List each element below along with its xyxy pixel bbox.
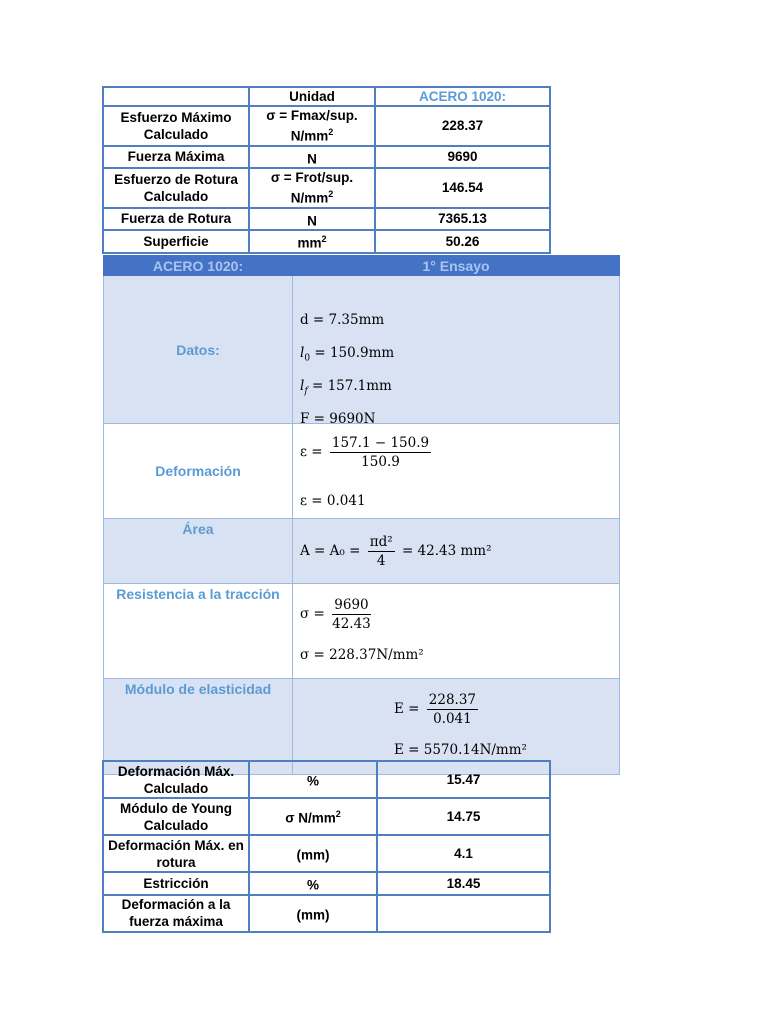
row-value: 4.1	[377, 835, 550, 872]
table-row	[103, 761, 550, 798]
row-label: Esfuerzo Máximo Calculado	[103, 106, 249, 146]
row-label: Fuerza Máxima	[103, 146, 249, 169]
datos-label: Datos:	[104, 276, 293, 424]
row-unit: σ = Frot/sup. $N/mm^2$	[249, 168, 375, 208]
resistencia-row	[104, 584, 620, 679]
row-value: 146.54	[375, 168, 550, 208]
calc-header-material: ACERO 1020:	[104, 256, 293, 276]
row-unit: σ = Fmax/sup. $N/mm^2$	[249, 106, 375, 146]
table-header-row	[103, 87, 550, 106]
row-unit: N	[249, 208, 375, 231]
deformacion-result: ε = 0.041	[300, 493, 366, 509]
resistencia-formula: σ = $\frac{9690}{42.43}$	[300, 597, 371, 632]
calc-header-test: 1° Ensayo	[293, 256, 620, 276]
row-value: 14.75	[377, 798, 550, 835]
table-row	[103, 168, 550, 208]
row-label: Esfuerzo de Rotura Calculado	[103, 168, 249, 208]
header-cell-unit: Unidad	[249, 87, 375, 106]
row-unit: $mm^2$	[249, 230, 375, 253]
resistencia-result: σ = 228.37N/mm²	[300, 647, 424, 663]
header-cell-empty	[103, 87, 249, 106]
row-label: Deformación Máx. Calculado	[103, 761, 249, 798]
table-row	[103, 798, 550, 835]
row-value: 18.45	[377, 872, 550, 895]
row-value	[377, 895, 550, 932]
row-label: Estricción	[103, 872, 249, 895]
resistencia-values	[293, 584, 620, 679]
datos-l0: $l_0 = 150.9mm$	[300, 345, 395, 364]
resistencia-label: Resistencia a la tracción	[104, 584, 293, 679]
table-row	[103, 872, 550, 895]
row-unit: (mm)	[249, 835, 377, 872]
deformacion-values	[293, 424, 620, 519]
row-value: 50.26	[375, 230, 550, 253]
datos-row	[104, 276, 620, 424]
area-values	[293, 519, 620, 584]
table-row	[103, 106, 550, 146]
area-formula: A = A₀ = $\frac{\text{πd²}}{4}$ = 42.43 mm²	[300, 534, 492, 569]
deformacion-row	[104, 424, 620, 519]
row-value: 7365.13	[375, 208, 550, 231]
row-value: 15.47	[377, 761, 550, 798]
table-row	[103, 895, 550, 932]
modulo-label: Módulo de elasticidad	[104, 679, 293, 775]
final-results-table	[102, 760, 551, 933]
table-row	[103, 146, 550, 169]
calculation-table	[103, 255, 620, 775]
row-label: Deformación Máx. en rotura	[103, 835, 249, 872]
area-label: Área	[104, 519, 293, 584]
table-row	[103, 208, 550, 231]
datos-values	[293, 276, 620, 427]
row-label: Módulo de Young Calculado	[103, 798, 249, 835]
table-row	[103, 835, 550, 872]
row-unit: (mm)	[249, 895, 377, 932]
datos-F: F = 9690N	[300, 411, 376, 427]
table-row	[103, 230, 550, 253]
row-unit: σ $N/mm^2$	[249, 798, 377, 835]
row-value: 228.37	[375, 106, 550, 146]
modulo-result: E = 5570.14N/mm²	[394, 742, 527, 758]
calc-header-row	[104, 256, 620, 276]
row-value: 9690	[375, 146, 550, 169]
header-cell-material: ACERO 1020:	[375, 87, 550, 106]
deformacion-label: Deformación	[104, 424, 293, 519]
row-unit: %	[249, 761, 377, 798]
row-unit: N	[249, 146, 375, 169]
datos-lf: $l_f = 157.1mm$	[300, 378, 392, 397]
area-row	[104, 519, 620, 584]
deformacion-formula: ε = $\frac{157.1 - 150.9}{150.9}$	[300, 435, 430, 470]
results-summary-table	[102, 86, 551, 254]
modulo-formula: E = $\frac{228.37}{0.041}$	[394, 692, 477, 727]
row-label: Deformación a la fuerza máxima	[103, 895, 249, 932]
row-label: Fuerza de Rotura	[103, 208, 249, 231]
row-unit: %	[249, 872, 377, 895]
row-label: Superficie	[103, 230, 249, 253]
datos-d: d = 7.35mm	[300, 312, 385, 328]
